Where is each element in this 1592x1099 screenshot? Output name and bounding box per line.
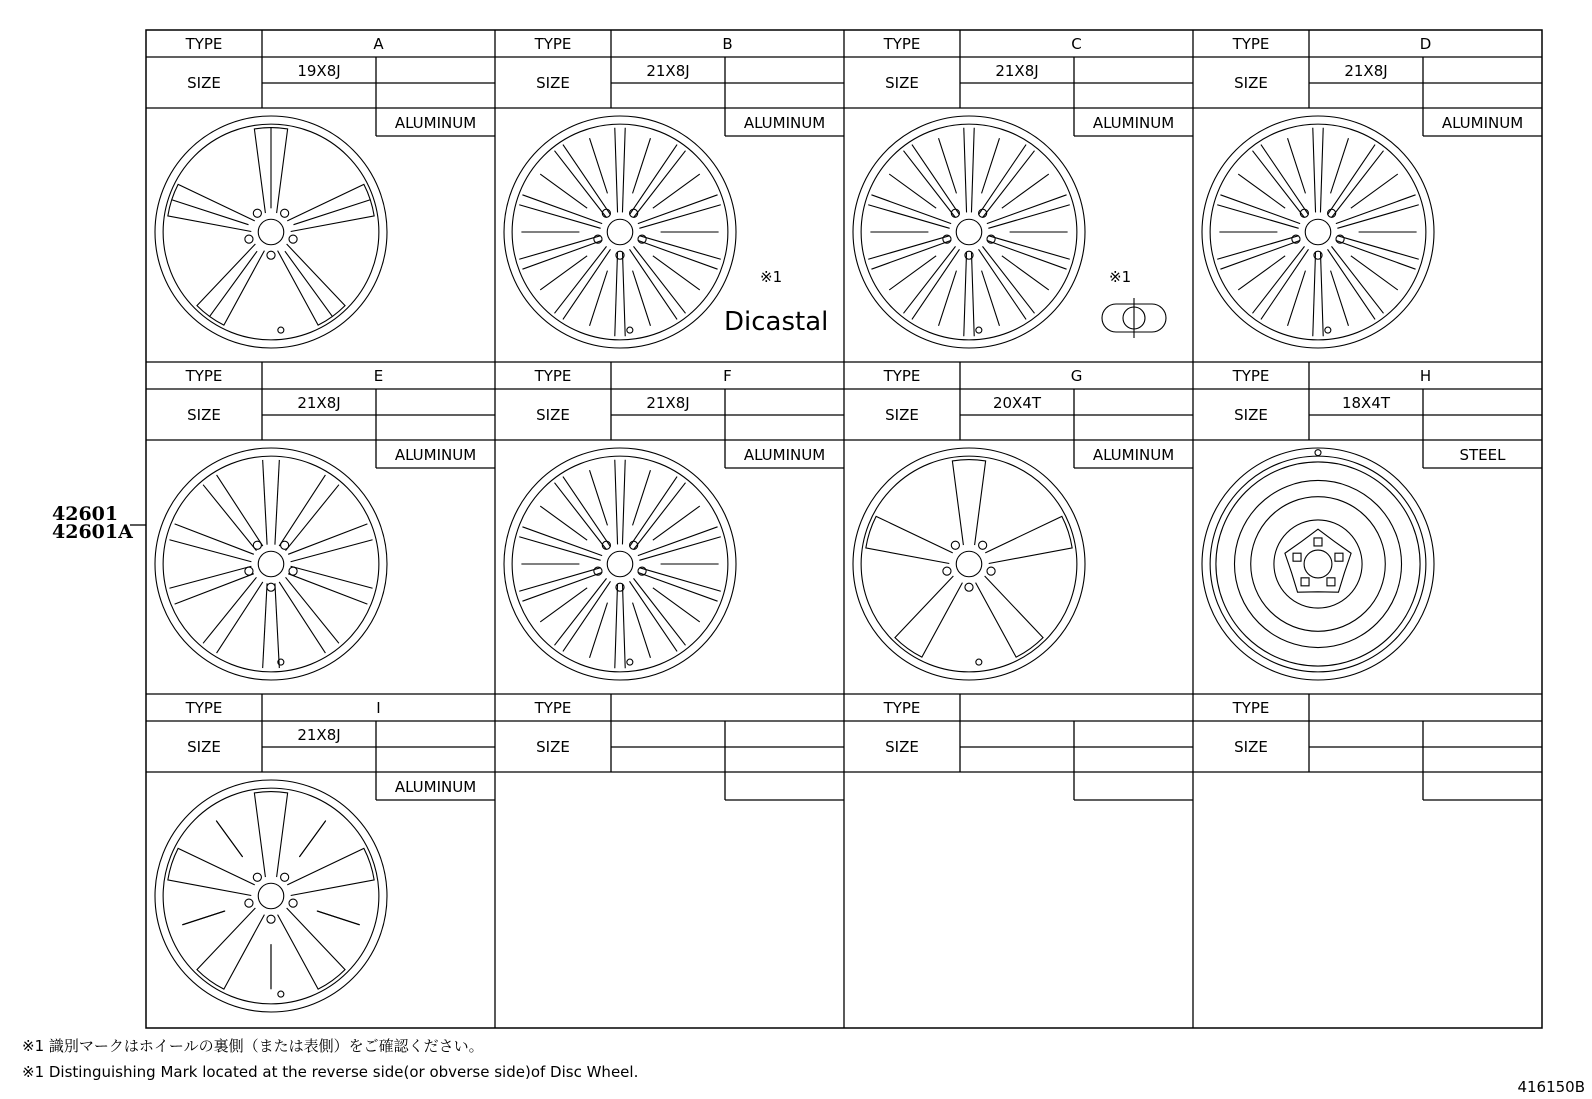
reference-mark-note: ※1: [760, 268, 783, 286]
material-value: ALUMINUM: [394, 114, 477, 132]
wheel-drawing-i: [155, 780, 387, 1012]
size-label: SIZE: [885, 74, 919, 92]
size-label: SIZE: [536, 406, 570, 424]
wheel-cell-f: [495, 362, 844, 694]
type-label: TYPE: [883, 367, 921, 385]
size-label: SIZE: [1234, 406, 1268, 424]
type-label: TYPE: [1232, 367, 1270, 385]
size-value: 21X8J: [995, 62, 1039, 80]
material-value: ALUMINUM: [743, 114, 826, 132]
wheel-cell-empty: [495, 694, 844, 800]
type-value: B: [722, 35, 733, 53]
size-label: SIZE: [885, 738, 919, 756]
size-label: SIZE: [1234, 738, 1268, 756]
wheel-cell-h: [1193, 362, 1542, 694]
type-value: A: [373, 35, 384, 53]
wheel-cell-empty: [1193, 694, 1542, 800]
wheel-cell-c: [844, 30, 1193, 362]
size-value: 19X8J: [297, 62, 341, 80]
size-value: 18X4T: [1341, 394, 1391, 412]
dicastal-logo: Dicastal: [724, 307, 829, 337]
size-value: 21X8J: [1344, 62, 1388, 80]
size-label: SIZE: [187, 406, 221, 424]
wheel-cell-g: [844, 362, 1193, 694]
material-value: ALUMINUM: [1441, 114, 1524, 132]
size-label: SIZE: [187, 738, 221, 756]
wheel-drawing-a: [155, 116, 387, 348]
reference-mark-note: ※1: [1109, 268, 1132, 286]
wheel-cell-i: [146, 694, 495, 1012]
manufacturer-logo: [1102, 298, 1166, 338]
part-number-42601: 42601: [52, 503, 119, 525]
type-label: TYPE: [534, 35, 572, 53]
size-label: SIZE: [187, 74, 221, 92]
type-label: TYPE: [534, 367, 572, 385]
wheel-drawing-d: [1202, 116, 1434, 348]
wheel-cell-d: [1193, 30, 1542, 362]
type-label: TYPE: [185, 367, 223, 385]
type-label: TYPE: [1232, 35, 1270, 53]
material-value: ALUMINUM: [743, 446, 826, 464]
wheel-drawing-b: [504, 116, 736, 348]
wheel-cell-b: [495, 30, 844, 362]
type-value: C: [1071, 35, 1082, 53]
type-label: TYPE: [1232, 699, 1270, 717]
size-label: SIZE: [536, 74, 570, 92]
type-value: G: [1070, 367, 1083, 385]
type-label: TYPE: [883, 699, 921, 717]
size-value: 21X8J: [297, 726, 341, 744]
size-label: SIZE: [885, 406, 919, 424]
type-value: E: [373, 367, 384, 385]
part-number-callout: [52, 503, 146, 543]
wheel-cell-empty: [844, 694, 1193, 800]
type-value: F: [723, 367, 732, 385]
type-label: TYPE: [534, 699, 572, 717]
type-label: TYPE: [883, 35, 921, 53]
wheel-drawing-c: [853, 116, 1085, 348]
document-id: 416150B: [1517, 1078, 1585, 1096]
wheel-drawing-f: [504, 448, 736, 680]
wheel-drawing-e: [155, 448, 387, 680]
footnote-english: ※1 Distinguishing Mark located at the reverse side(or obverse side)of Disc Wheel.: [22, 1063, 639, 1081]
type-value: I: [376, 699, 381, 717]
wheel-drawing-g: [853, 448, 1085, 680]
size-value: 21X8J: [646, 394, 690, 412]
material-value: ALUMINUM: [394, 446, 477, 464]
type-label: TYPE: [185, 699, 223, 717]
size-label: SIZE: [536, 738, 570, 756]
part-number-42601a: 42601A: [52, 521, 133, 543]
type-value: H: [1419, 367, 1432, 385]
wheel-cell-e: [146, 362, 495, 694]
size-value: 20X4T: [992, 394, 1042, 412]
size-value: 21X8J: [297, 394, 341, 412]
material-value: ALUMINUM: [1092, 114, 1175, 132]
type-label: TYPE: [185, 35, 223, 53]
type-value: D: [1419, 35, 1432, 53]
wheel-cell-a: [146, 30, 495, 362]
material-value: STEEL: [1459, 446, 1506, 464]
wheel-drawing-h: [1202, 448, 1434, 680]
footnote-japanese: ※1 識別マークはホイールの裏側（または表側）をご確認ください。: [22, 1037, 484, 1055]
size-label: SIZE: [1234, 74, 1268, 92]
material-value: ALUMINUM: [394, 778, 477, 796]
size-value: 21X8J: [646, 62, 690, 80]
material-value: ALUMINUM: [1092, 446, 1175, 464]
